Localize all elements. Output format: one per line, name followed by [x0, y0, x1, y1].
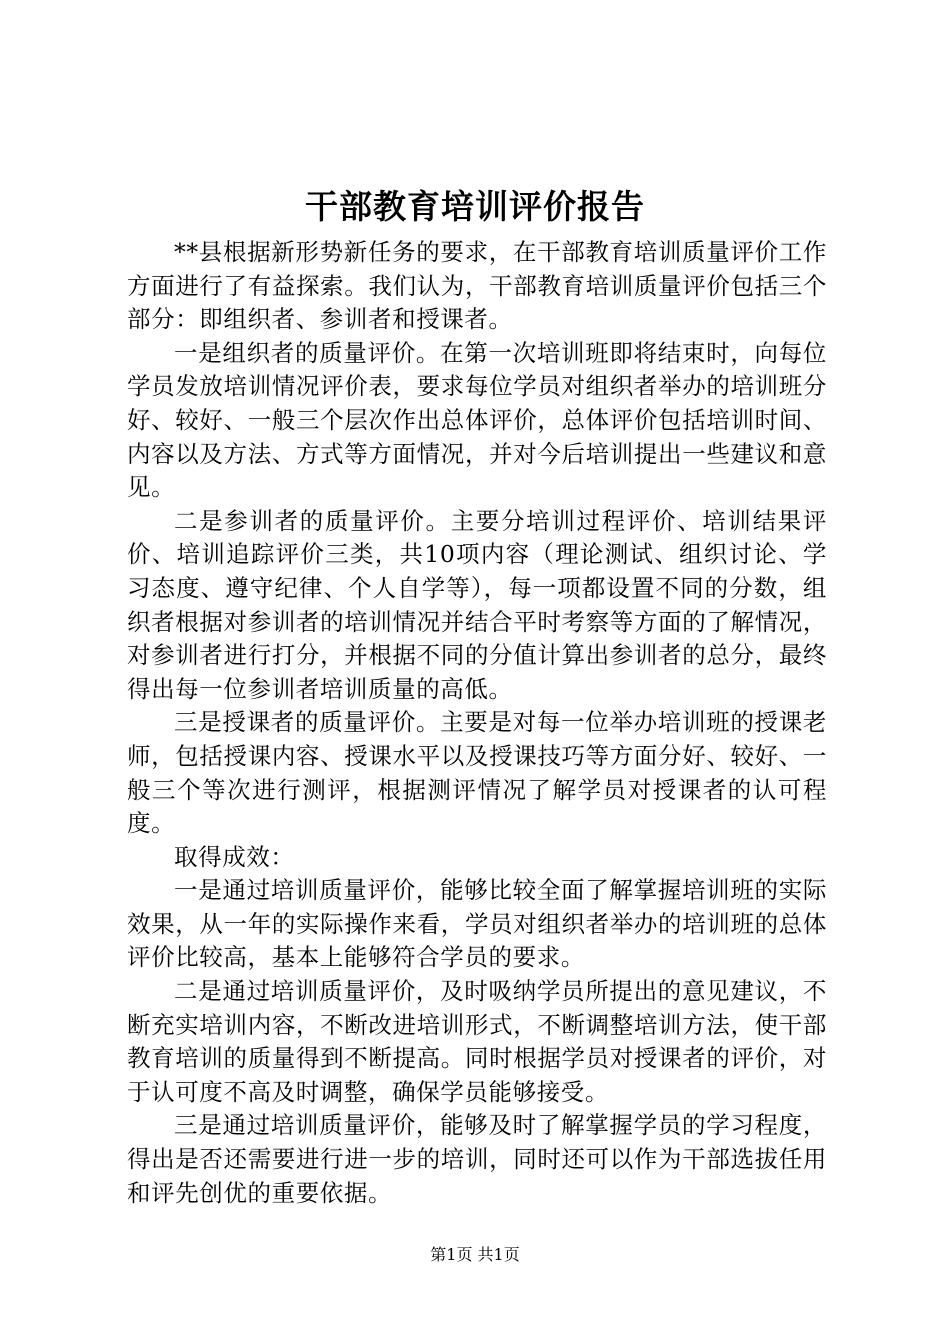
document-title: 干部教育培训评价报告	[305, 187, 645, 226]
paragraph-result-two: 二是通过培训质量评价，及时吸纳学员所提出的意见建议，不断充实培训内容，不断改进培训形式，不断调整培训方法，使干部教育培训的质量得到不断提高。同时根据学员对授课者的评价，对于认可度不高及时调整，确保学员能够接受。	[127, 977, 827, 1106]
page-number-footer: 第1页 共1页	[430, 1245, 520, 1264]
paragraph-organizer-evaluation: 一是组织者的质量评价。在第一次培训班即将结束时，向每位学员发放培训情况评价表，要求每位学员对组织者举办的培训班分好、较好、一般三个层次作出总体评价，总体评价包括培训时间、内容以及方法、方式等方面情况，并对今后培训提出一些建议和意见。	[127, 338, 827, 502]
paragraph-results-heading: 取得成效：	[174, 842, 295, 871]
paragraph-intro: **县根据新形势新任务的要求，在干部教育培训质量评价工作方面进行了有益探索。我们认为，干部教育培训质量评价包括三个部分：即组织者、参训者和授课者。	[127, 238, 827, 334]
paragraph-result-three: 三是通过培训质量评价，能够及时了解掌握学员的学习程度，得出是否还需要进行进一步的培训，同时还可以作为干部选拔任用和评先创优的重要依据。	[127, 1111, 827, 1207]
paragraph-trainee-evaluation: 二是参训者的质量评价。主要分培训过程评价、培训结果评价、培训追踪评价三类，共10项内容（理论测试、组织讨论、学习态度、遵守纪律、个人自学等），每一项都设置不同的分数，组织者根据对参训者的培训情况并结合平时考察等方面的了解情况，对参训者进行打分，并根据不同的分值计算出参训者的总分，最终得出每一位参训者培训质量的高低。	[127, 506, 827, 703]
paragraph-lecturer-evaluation: 三是授课者的质量评价。主要是对每一位举办培训班的授课老师，包括授课内容、授课水平以及授课技巧等方面分好、较好、一般三个等次进行测评，根据测评情况了解学员对授课者的认可程度。	[127, 708, 827, 838]
document-body	[127, 236, 827, 1210]
paragraph-result-one: 一是通过培训质量评价，能够比较全面了解掌握培训班的实际效果，从一年的实际操作来看，学员对组织者举办的培训班的总体评价比较高，基本上能够符合学员的要求。	[127, 876, 827, 972]
